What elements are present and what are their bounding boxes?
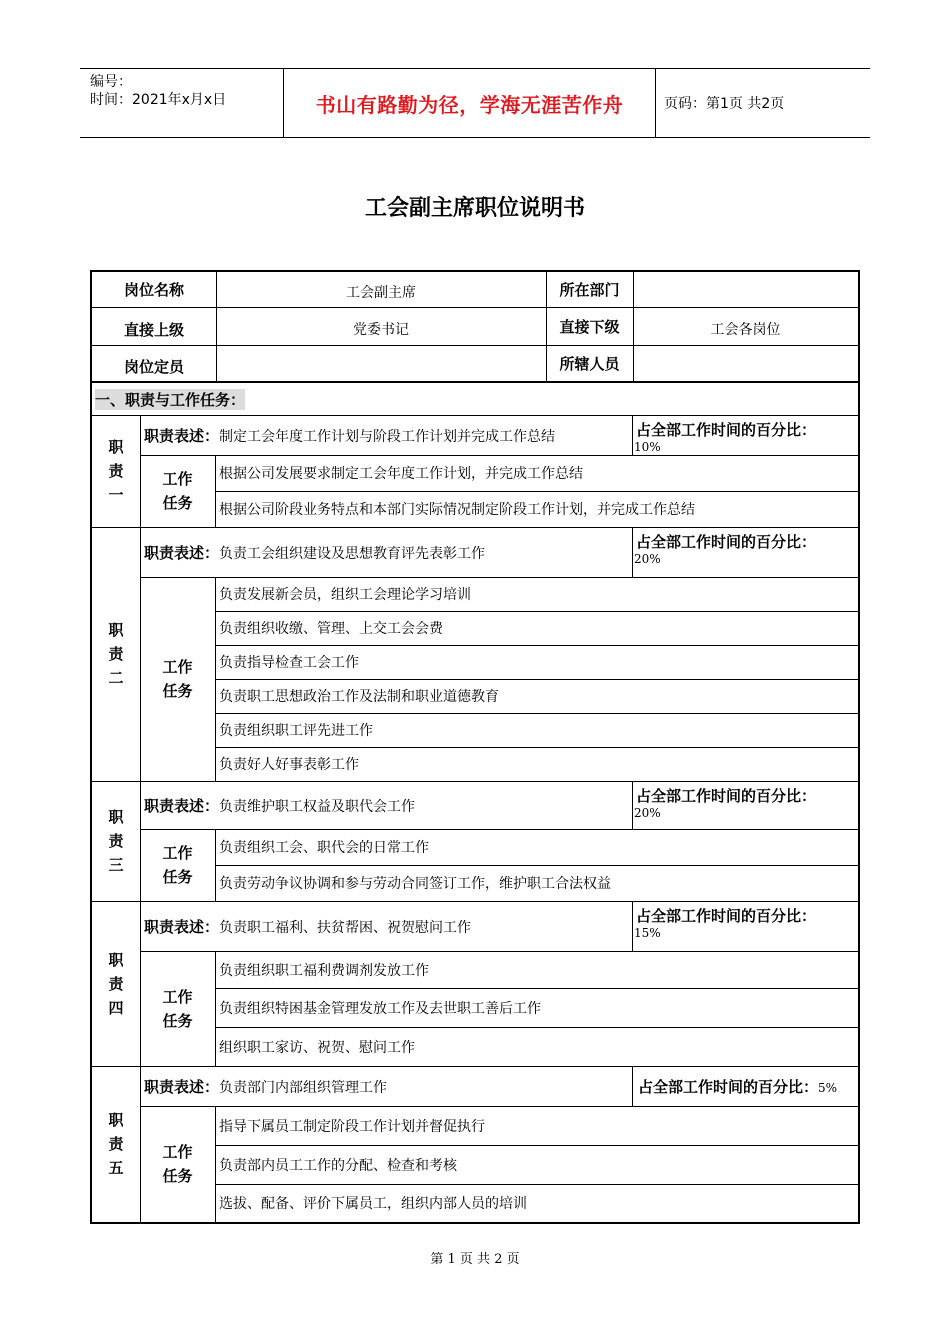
duty-description-text: 负责工会组织建设及思想教育评先表彰工作 bbox=[219, 546, 486, 562]
task-label-line: 任务 bbox=[162, 682, 193, 700]
task-label bbox=[140, 985, 215, 1033]
task-item: 指导下属员工制定阶段工作计划并督促执行 bbox=[219, 1118, 485, 1135]
staff-value bbox=[633, 345, 858, 381]
document-number-label: 编号： bbox=[90, 74, 132, 90]
section-title bbox=[92, 383, 861, 415]
task-item: 负责组织收缴、管理、上交工会会费 bbox=[219, 621, 443, 637]
grid-line bbox=[215, 713, 858, 714]
grid-line bbox=[140, 951, 858, 952]
time-percent-label: 占全部工作时间的百分比： bbox=[636, 787, 817, 805]
duty-name-char: 职 bbox=[108, 808, 124, 826]
grid-line bbox=[215, 951, 216, 1066]
grid-line bbox=[632, 527, 633, 577]
time-percent-value: 10% bbox=[634, 440, 661, 454]
task-item: 选拔、配备、评价下属员工，组织内部人员的培训 bbox=[219, 1196, 527, 1212]
grid-line bbox=[92, 901, 858, 902]
task-label bbox=[140, 1140, 215, 1188]
duty-name-char: 职 bbox=[108, 1111, 124, 1129]
task-label bbox=[140, 841, 215, 889]
task-label-line: 工作 bbox=[162, 844, 193, 862]
task-label-line: 任务 bbox=[162, 1167, 193, 1185]
time-percent-value: 20% bbox=[634, 806, 661, 820]
duty-name-char: 职 bbox=[108, 621, 124, 639]
duty-name bbox=[106, 435, 126, 507]
subordinate-value: 工会各岗位 bbox=[710, 322, 781, 338]
task-item: 负责发展新会员，组织工会理论学习培训 bbox=[219, 587, 471, 603]
duty-name bbox=[106, 618, 126, 690]
duty-description bbox=[144, 1076, 387, 1097]
department-label: 所在部门 bbox=[559, 281, 620, 299]
duty-name-char: 责 bbox=[108, 974, 124, 993]
duty-description bbox=[144, 795, 415, 816]
superior-value: 党委书记 bbox=[353, 322, 409, 338]
duty-description bbox=[144, 542, 485, 563]
document-title: 工会副主席职位说明书 bbox=[364, 196, 585, 221]
duty-name-char: 四 bbox=[108, 998, 124, 1017]
task-label-line: 任务 bbox=[162, 494, 193, 512]
grid-line bbox=[215, 611, 858, 612]
superior-label: 直接上级 bbox=[123, 320, 184, 339]
duty-description-label: 职责表述： bbox=[144, 544, 220, 562]
task-item: 负责组织职工评先进工作 bbox=[219, 723, 373, 739]
duty-description-label: 职责表述： bbox=[144, 797, 220, 815]
duty-description-label: 职责表述： bbox=[144, 918, 220, 936]
duty-name-char: 责 bbox=[108, 1135, 124, 1153]
grid-line bbox=[632, 1066, 633, 1106]
section-title-text: 一、职责与工作任务： bbox=[95, 390, 246, 409]
grid-line bbox=[140, 455, 858, 456]
task-item: 组织职工家访、祝贺、慰问工作 bbox=[219, 1039, 415, 1056]
duty-name-char: 职 bbox=[108, 950, 124, 969]
job-description-table bbox=[90, 270, 860, 1224]
duty-description-label: 职责表述： bbox=[144, 1078, 220, 1096]
time-percent-label: 占全部工作时间的百分比：5% bbox=[638, 1078, 838, 1096]
document-header bbox=[80, 68, 870, 138]
task-label-line: 任务 bbox=[162, 1011, 193, 1030]
grid-line bbox=[215, 988, 858, 989]
task-label bbox=[140, 467, 215, 515]
time-percent-label: 占全部工作时间的百分比： bbox=[636, 533, 817, 551]
task-item: 负责组织特困基金管理发放工作及去世职工善后工作 bbox=[219, 1000, 541, 1017]
duty-name bbox=[106, 948, 126, 1020]
duty-name bbox=[106, 805, 126, 877]
grid-line bbox=[632, 901, 633, 951]
grid-line bbox=[92, 781, 858, 782]
duty-description bbox=[144, 425, 555, 446]
grid-line bbox=[140, 577, 858, 578]
task-item: 负责职工思想政治工作及法制和职业道德教育 bbox=[219, 689, 499, 705]
header-motto: 书山有路勤为径，学海无涯苦作舟 bbox=[283, 69, 656, 137]
grid-line bbox=[215, 1184, 858, 1185]
time-percent-value: 15% bbox=[634, 926, 661, 940]
grid-line bbox=[215, 645, 858, 646]
duty-name bbox=[106, 1108, 126, 1180]
duty-description-text: 负责部门内部组织管理工作 bbox=[219, 1080, 388, 1096]
quota-label: 岗位定员 bbox=[123, 357, 184, 376]
duty-description-label: 职责表述： bbox=[144, 427, 220, 445]
grid-line bbox=[215, 1106, 216, 1222]
grid-line bbox=[215, 747, 858, 748]
grid-line bbox=[140, 527, 141, 781]
task-item: 根据公司阶段业务特点和本部门实际情况制定阶段工作计划，并完成工作总结 bbox=[219, 502, 695, 518]
task-label bbox=[140, 655, 215, 703]
task-label-line: 工作 bbox=[162, 658, 193, 676]
header-page-code: 页码：第1页 共2页 bbox=[664, 96, 785, 112]
task-label-line: 任务 bbox=[162, 868, 193, 886]
task-item: 负责劳动争议协调和参与劳动合同签订工作，维护职工合法权益 bbox=[219, 876, 611, 892]
grid-line bbox=[632, 415, 633, 455]
task-item: 负责指导检查工会工作 bbox=[219, 655, 359, 671]
duty-name-char: 职 bbox=[108, 438, 124, 456]
task-item: 根据公司发展要求制定工会年度工作计划，并完成工作总结 bbox=[219, 466, 583, 482]
duty-description-text: 负责职工福利、扶贫帮困、祝贺慰问工作 bbox=[219, 920, 472, 936]
grid-line bbox=[140, 1106, 858, 1107]
grid-line bbox=[92, 1066, 858, 1067]
post-name-value: 工会副主席 bbox=[346, 285, 416, 301]
time-percent-value: 20% bbox=[634, 552, 661, 566]
task-label-line: 工作 bbox=[162, 470, 193, 488]
quota-value bbox=[216, 345, 546, 381]
duty-description-text: 制定工会年度工作计划与阶段工作计划并完成工作总结 bbox=[219, 429, 556, 445]
grid-line bbox=[632, 781, 633, 829]
task-item: 负责组织职工福利费调剂发放工作 bbox=[219, 962, 429, 979]
grid-line bbox=[215, 491, 858, 492]
duty-name-char: 三 bbox=[108, 856, 124, 874]
duty-name-char: 责 bbox=[108, 645, 124, 663]
duty-description bbox=[144, 916, 471, 937]
task-item: 负责部内员工工作的分配、检查和考核 bbox=[219, 1157, 457, 1174]
duty-name-char: 五 bbox=[108, 1159, 124, 1177]
grid-line bbox=[140, 829, 858, 830]
staff-label: 所辖人员 bbox=[559, 354, 620, 373]
task-label-line: 工作 bbox=[162, 1143, 193, 1161]
duty-name-char: 一 bbox=[108, 486, 124, 504]
department-value bbox=[633, 272, 858, 307]
grid-line bbox=[215, 1027, 858, 1028]
header-meta bbox=[90, 73, 226, 109]
page-footer: 第 1 页 共 2 页 bbox=[430, 1252, 520, 1267]
grid-line bbox=[215, 679, 858, 680]
task-label-line: 工作 bbox=[162, 987, 193, 1006]
duty-name-char: 二 bbox=[108, 669, 124, 687]
grid-line bbox=[215, 865, 858, 866]
time-percent-label: 占全部工作时间的百分比： bbox=[636, 421, 817, 439]
duty-description-text: 负责维护职工权益及职代会工作 bbox=[219, 799, 416, 815]
time-percent-value: 5% bbox=[818, 1081, 838, 1095]
task-item: 负责组织工会、职代会的日常工作 bbox=[219, 840, 429, 856]
task-item: 负责好人好事表彰工作 bbox=[219, 757, 359, 773]
grid-line bbox=[215, 1145, 858, 1146]
grid-line bbox=[92, 527, 858, 528]
document-date: 时间：2021年x月x日 bbox=[90, 92, 227, 108]
post-name-label: 岗位名称 bbox=[123, 281, 184, 299]
grid-line bbox=[140, 901, 141, 1066]
duty-name-char: 责 bbox=[108, 832, 124, 850]
time-percent-label: 占全部工作时间的百分比： bbox=[636, 907, 817, 925]
duty-name-char: 责 bbox=[108, 462, 124, 480]
subordinate-label: 直接下级 bbox=[559, 317, 620, 336]
